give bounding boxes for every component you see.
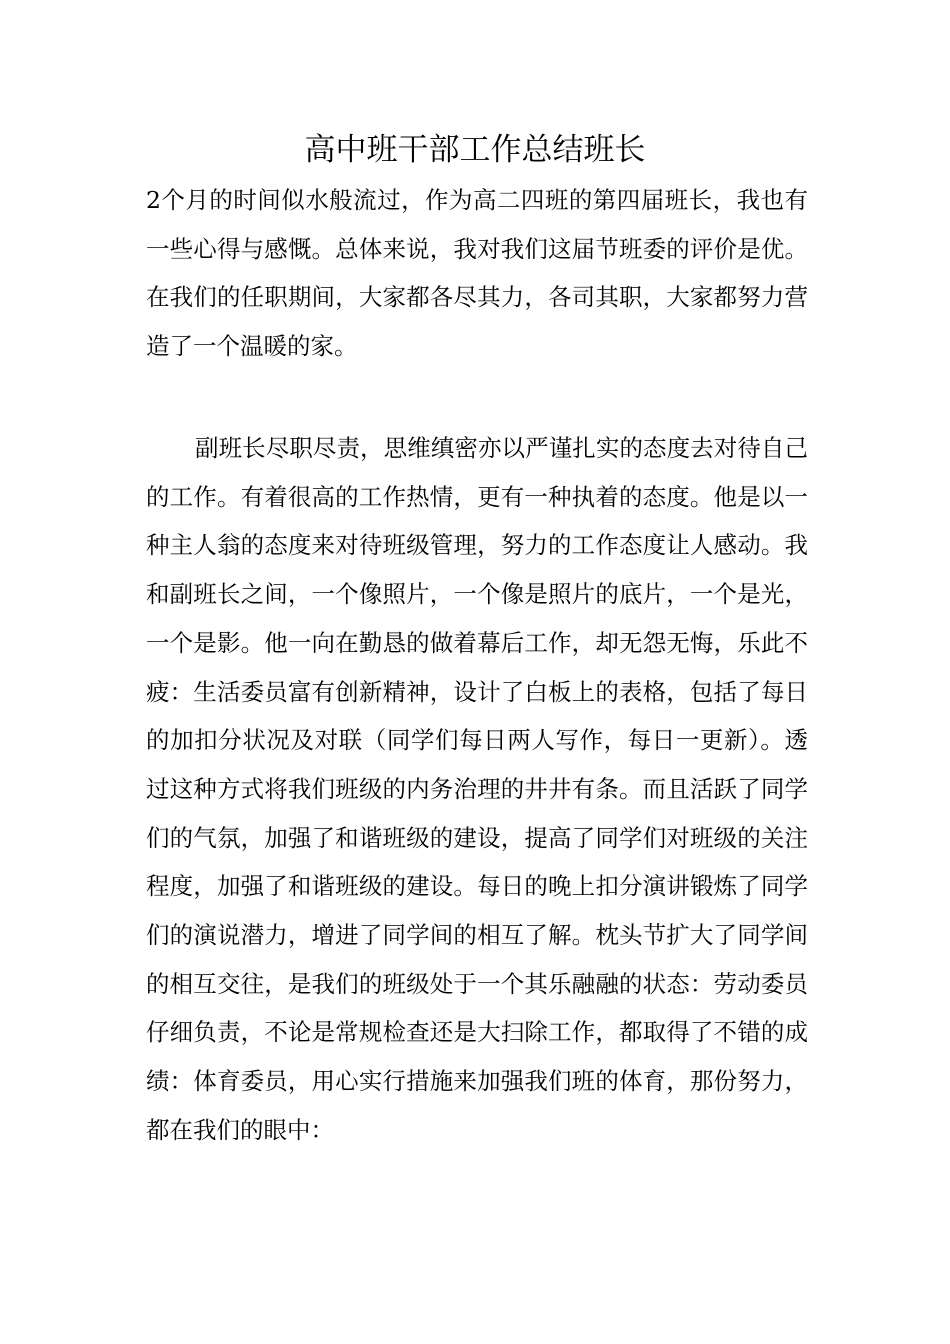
document-title: 高中班干部工作总结班长: [304, 132, 646, 168]
paragraph-intro: 2个月的时间似水般流过，作为高二四班的第四届班长，我也有一些心得与感慨。总体来说，我对我们这届节班委的评价是优。在我们的任职期间，大家都各尽其力，各司其职，大家都努力营造了一个温暖的家。: [146, 186, 808, 361]
paragraph-committee: 副班长尽职尽责，思维缜密亦以严谨扎实的态度去对待自己的工作。有着很高的工作热情，更有一种执着的态度。他是以一种主人翁的态度来对待班级管理，努力的工作态度让人感动。我和副班长之间，一个像照片，一个像是照片的底片，一个是光，一个是影。他一向在勤恳的做着幕后工作，却无怨无悔，乐此不疲：生活委员富有创新精神，设计了白板上的表格，包括了每日的加扣分状况及对联（同学们每日两人写作，每日一更新）。透过这种方式将我们班级的内务治理的井井有条。而且活跃了同学们的气氛，加强了和谐班级的建设，提高了同学们对班级的关注程度，加强了和谐班级的建设。每日的晚上扣分演讲锻炼了同学们的演说潜力，增进了同学间的相互了解。枕头节扩大了同学间的相互交往，是我们的班级处于一个其乐融融的状态：劳动委员仔细负责，不论是常规检查还是大扫除工作，都取得了不错的成绩：体育委员，用心实行措施来加强我们班的体育，那份努力，都在我们的眼中：: [146, 434, 808, 1144]
